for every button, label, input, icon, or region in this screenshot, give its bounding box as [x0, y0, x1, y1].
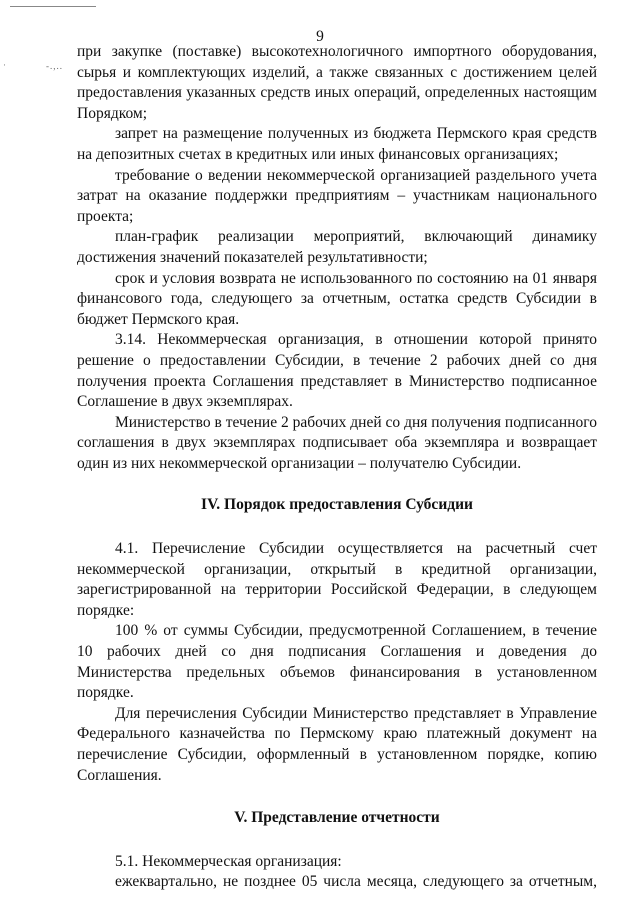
page-number: 9 [316, 28, 324, 45]
scan-margin-dot: · [3, 60, 6, 70]
paragraph-treasury-document: Для перечисления Субсидии Министерство представляет в Управление Федерального казначейства по Пермскому краю платежный документ на перечисление Субсидии, оформленный в установленном порядке, копию Соглашения. [77, 704, 597, 784]
scan-edge-line [10, 6, 96, 7]
paragraph-3-14: 3.14. Некоммерческая организация, в отношении которой принято решение о предоставлении Субсидии, в течение 2 рабочих дней со дня получения проекта Соглашения представляет в Министерство подписанное Соглашение в двух экземплярах. [77, 331, 597, 411]
paragraph-return-terms: срок и условия возврата не использованного по состоянию на 01 января финансового года, следующего за отчетным, остатка средств Субсидии в бюджет Пермского края. [77, 269, 597, 328]
paragraph-separate-accounting: требование о ведении некоммерческой организацией раздельного учета затрат на оказание поддержки предприятиям – участникам национального проекта; [77, 166, 597, 225]
section-4-heading: IV. Порядок предоставления Субсидии [201, 496, 473, 514]
paragraph-schedule: план-график реализации мероприятий, включающий динамику достижения значений показателей результативности; [77, 228, 597, 266]
scan-margin-mark: -.,.. [46, 61, 63, 71]
paragraph-quarterly: ежеквартально, не позднее 05 числа месяца, следующего за отчетным, [115, 873, 597, 891]
document-body [77, 42, 597, 893]
paragraph-payment-terms: 100 % от суммы Субсидии, предусмотренной Соглашением, в течение 10 рабочих дней со дня подписания Соглашения и доведения до Министерства предельных объемов финансирования в установленном порядке. [77, 622, 597, 702]
paragraph-4-1: 4.1. Перечисление Субсидии осуществляется на расчетный счет некоммерческой организации, открытый в кредитной организации, зарегистрированной на территории Российской Федерации, в следующем порядке: [77, 540, 597, 619]
paragraph-ministry-signing: Министерство в течение 2 рабочих дней со дня получения подписанного соглашения в двух экземплярах подписывает оба экземпляра и возвращает один из них некоммерческой организации – получателю Субсидии. [77, 413, 597, 472]
paragraph-deposit-ban: запрет на размещение полученных из бюджета Пермского края средств на депозитных счетах в кредитных или иных финансовых организациях; [77, 125, 597, 163]
section-5-heading: V. Представление отчетности [234, 809, 440, 827]
paragraph-5-1: 5.1. Некоммерческая организация: [115, 852, 342, 870]
paragraph-procurement: при закупке (поставке) высокотехнологичного импортного оборудования, сырья и комплектующих изделий, а также связанных с достижением целей предоставления указанных средств иных операций, определенных настоящим Порядком; [77, 43, 597, 122]
